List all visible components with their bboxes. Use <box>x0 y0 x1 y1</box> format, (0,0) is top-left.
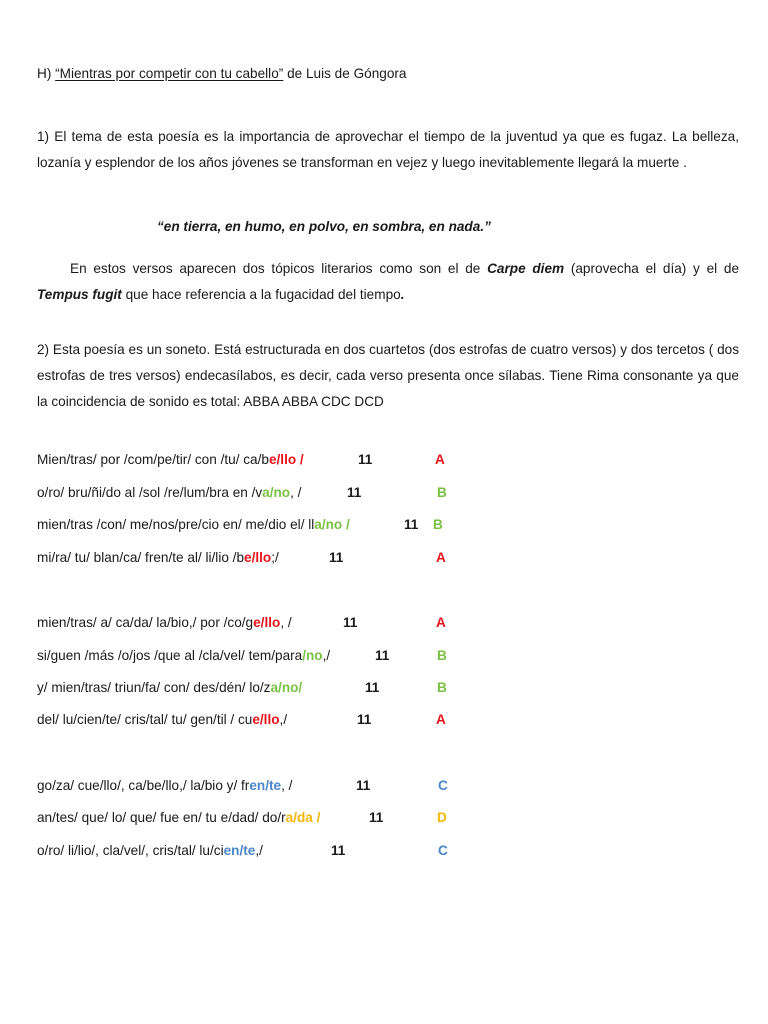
verse-rhyme-syllables: a/no/ <box>270 680 303 695</box>
verse-line <box>0 452 768 472</box>
rhyme-letter: C <box>438 843 448 858</box>
topics-text-3: que hace referencia a la fugacidad del tiempo <box>121 287 401 302</box>
verse-post: , / <box>281 778 293 793</box>
verse-pre: si/guen /más /o/jos /que al /cla/vel/ tem/para <box>37 648 303 663</box>
poem-title: “Mientras por competir con tu cabello” <box>55 66 284 81</box>
document-title <box>37 66 406 81</box>
title-author: de Luis de Góngora <box>283 66 407 81</box>
verse-post: , / <box>290 485 302 500</box>
verse-text <box>37 712 287 727</box>
verse-text <box>37 810 320 825</box>
verse-pre: go/za/ cue/llo/, ca/be/llo,/ la/bio y/ fr <box>37 778 250 793</box>
verse-line <box>0 680 768 700</box>
rhyme-letter: D <box>437 810 447 825</box>
topics-period: . <box>400 287 405 302</box>
verse-pre: Mien/tras/ por /com/pe/tir/ con /tu/ ca/b <box>37 452 269 467</box>
verse-text <box>37 843 263 858</box>
topic-carpe-diem: Carpe diem <box>487 261 565 276</box>
verse-rhyme-syllables: e/llo / <box>268 452 304 467</box>
verse-line <box>0 550 768 570</box>
paragraph-structure: 2) Esta poesía es un soneto. Está estructurada en dos cuartetos (dos estrofas de cuatro versos) y dos tercetos ( dos estrofas de tres versos) endecasílabos, es decir, cada verso presenta once sílabas. Tiene Rima consonante ya que la coincidencia de sonido es total: ABBA ABBA CDC DCD <box>37 342 739 409</box>
verse-rhyme-syllables: a/da / <box>285 810 321 825</box>
verse-text <box>37 452 304 467</box>
verse-rhyme-syllables: a/no / <box>314 517 350 532</box>
verse-pre: o/ro/ li/lio/, cla/vel/, cris/tal/ lu/ci <box>37 843 224 858</box>
verse-rhyme-syllables: e/llo <box>252 712 280 727</box>
verse-post: ,/ <box>255 843 263 858</box>
rhyme-letter: B <box>433 517 443 532</box>
verse-post: ,/ <box>322 648 331 663</box>
verse-text <box>37 517 350 532</box>
verse-rhyme-syllables: a/no <box>262 485 291 500</box>
verse-rhyme-syllables: e/llo <box>244 550 272 565</box>
verse-pre: mien/tras/ a/ ca/da/ la/bio,/ por /co/g <box>37 615 254 630</box>
verse-pre: del/ lu/cien/te/ cris/tal/ tu/ gen/til / cu <box>37 712 253 727</box>
rhyme-letter: B <box>437 485 447 500</box>
topics-text-2: (aprovecha el día) y el de <box>564 261 740 276</box>
rhyme-letter: B <box>437 648 447 663</box>
verse-text <box>37 648 330 663</box>
verse-line <box>0 485 768 505</box>
verse-text <box>37 550 279 565</box>
verse-post: ;/ <box>271 550 279 565</box>
verse-line <box>0 712 768 732</box>
quoted-verse: “en tierra, en humo, en polvo, en sombra, en nada.” <box>157 219 491 234</box>
verse-pre: mien/tras /con/ me/nos/pre/cio en/ me/dio el/ ll <box>37 517 315 532</box>
verse-rhyme-syllables: en/te <box>223 843 256 858</box>
topic-tempus-fugit: Tempus fugit <box>37 287 122 302</box>
syllable-count: 11 <box>375 648 390 663</box>
verse-post: , / <box>280 615 292 630</box>
syllable-count: 11 <box>331 843 346 858</box>
topics-text-1: En estos versos aparecen dos tópicos literarios como son el de <box>70 261 488 276</box>
verse-line <box>0 810 768 830</box>
rhyme-letter: A <box>436 550 446 565</box>
syllable-count: 11 <box>347 485 362 500</box>
rhyme-letter: C <box>438 778 448 793</box>
verse-line <box>0 648 768 668</box>
syllable-count: 11 <box>357 712 372 727</box>
rhyme-letter: B <box>437 680 447 695</box>
syllable-count: 11 <box>358 452 373 467</box>
paragraph-theme: 1) El tema de esta poesía es la importancia de aprovechar el tiempo de la juventud ya que es fugaz. La belleza, lozanía y esplendor de los años jóvenes se transforman en vejez y luego inevitablemente llegará la muerte . <box>37 129 739 170</box>
syllable-count: 11 <box>404 517 419 532</box>
verse-text <box>37 680 302 695</box>
syllable-count: 11 <box>369 810 384 825</box>
verse-rhyme-syllables: /no <box>302 648 323 663</box>
syllable-count: 11 <box>365 680 380 695</box>
verse-pre: y/ mien/tras/ triun/fa/ con/ des/dén/ lo/z <box>37 680 271 695</box>
verse-line <box>0 843 768 863</box>
verse-line <box>0 778 768 798</box>
verse-text <box>37 778 292 793</box>
verse-rhyme-syllables: e/llo <box>253 615 281 630</box>
verse-pre: o/ro/ bru/ñi/do al /sol /re/lum/bra en /v <box>37 485 263 500</box>
verse-post: ,/ <box>279 712 288 727</box>
syllable-count: 11 <box>343 615 358 630</box>
verse-line <box>0 615 768 635</box>
rhyme-letter: A <box>435 452 445 467</box>
verse-pre: mi/ra/ tu/ blan/ca/ fren/te al/ li/lio /b <box>37 550 245 565</box>
syllable-count: 11 <box>329 550 344 565</box>
verse-text <box>37 615 292 630</box>
verse-pre: an/tes/ que/ lo/ que/ fue en/ tu e/dad/ do/r <box>37 810 286 825</box>
verse-line <box>0 517 768 537</box>
rhyme-letter: A <box>436 712 446 727</box>
rhyme-letter: A <box>436 615 446 630</box>
verse-text <box>37 485 301 500</box>
verse-rhyme-syllables: en/te <box>249 778 282 793</box>
title-prefix: H) <box>37 66 56 81</box>
paragraph-topics <box>37 256 739 308</box>
syllable-count: 11 <box>356 778 371 793</box>
